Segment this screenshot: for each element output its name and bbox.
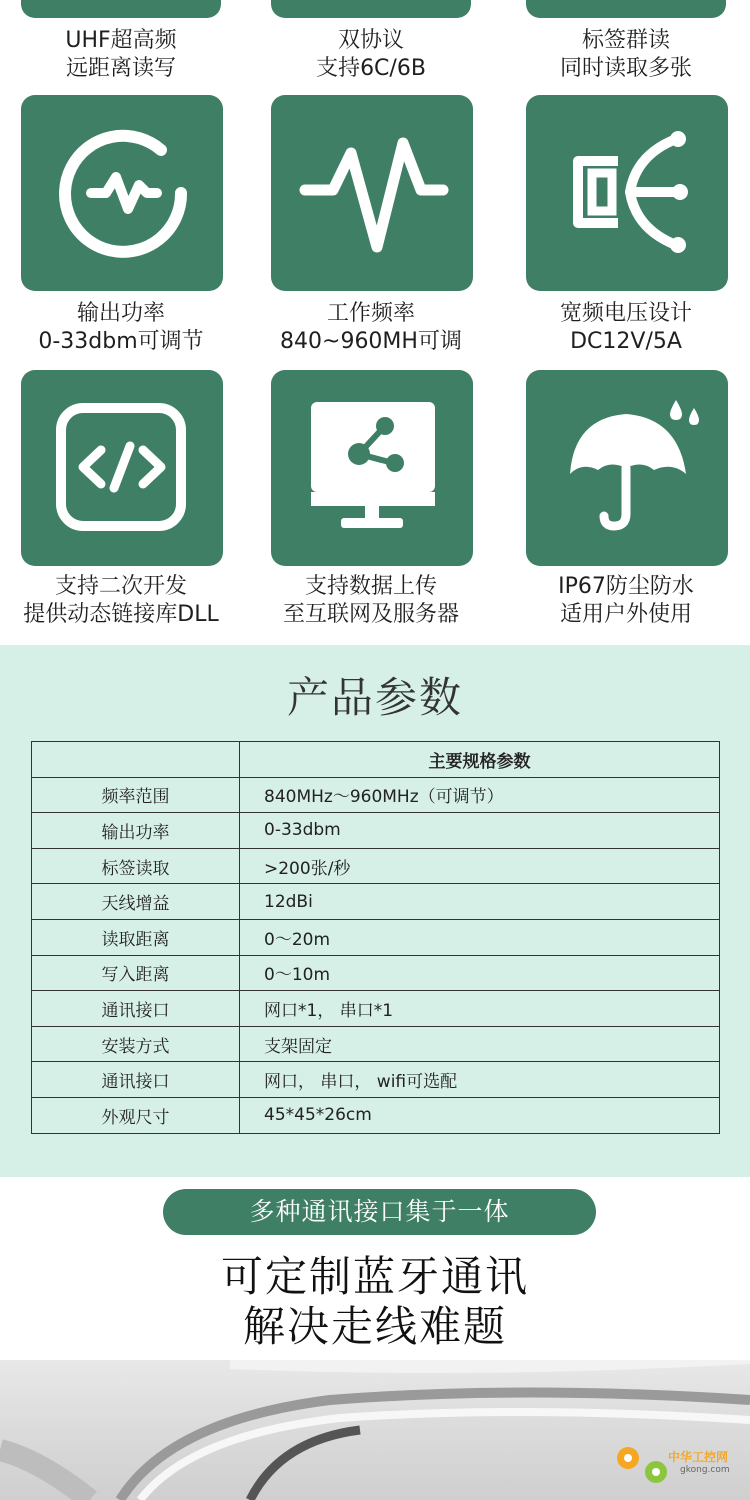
- monitor-share-icon: [271, 370, 473, 566]
- table-row: [32, 919, 720, 955]
- feature-caption-7: 支持二次开发 提供动态链接库DLL: [23, 574, 219, 627]
- umbrella-icon: [526, 370, 728, 566]
- table-row: [32, 813, 720, 849]
- feature-tile-power: [21, 95, 223, 291]
- feature-caption-9: IP67防尘防水 适用户外使用: [558, 574, 694, 627]
- table-row: [32, 848, 720, 884]
- spec-value: 0～20m: [240, 919, 720, 955]
- params-title: 产品参数: [286, 673, 463, 722]
- table-row: [32, 1062, 720, 1098]
- table-row: [32, 777, 720, 813]
- spec-key: 标签读取: [32, 848, 240, 884]
- pulse-circle-icon: [21, 95, 223, 291]
- feature-caption-1: UHF超高频 远距离读写: [65, 28, 177, 81]
- spec-value: 12dBi: [240, 884, 720, 920]
- feature-caption-6: 宽频电压设计 DC12V/5A: [559, 301, 692, 354]
- spec-header-row: [32, 742, 720, 778]
- feature-caption-2: 双协议 支持6C/6B: [316, 28, 426, 81]
- feature-caption-5: 工作频率 840~960MH可调: [280, 301, 462, 354]
- spec-value: 网口*1， 串口*1: [240, 991, 720, 1027]
- watermark-name: 中华工控网: [668, 1450, 729, 1464]
- spec-key: 安装方式: [32, 1026, 240, 1062]
- spec-key: 天线增益: [32, 884, 240, 920]
- spec-key: 写入距离: [32, 955, 240, 991]
- spec-value: 840MHz～960MHz（可调节）: [240, 777, 720, 813]
- feature-tile-waterproof: [526, 370, 728, 566]
- spec-value: 0～10m: [240, 955, 720, 991]
- spec-value: 0-33dbm: [240, 813, 720, 849]
- spec-key: 外观尺寸: [32, 1097, 240, 1133]
- spec-value: 45*45*26cm: [240, 1097, 720, 1133]
- table-row: [32, 1097, 720, 1133]
- feature-tile-upload: [271, 370, 473, 566]
- params-section: [0, 645, 750, 1177]
- feature-tile-frequency: [271, 95, 473, 291]
- spec-key: 读取距离: [32, 919, 240, 955]
- bluetooth-headline: [0, 1252, 750, 1352]
- table-row: [32, 884, 720, 920]
- spec-value: >200张/秒: [240, 848, 720, 884]
- watermark-site: gkong.com: [680, 1465, 730, 1475]
- spec-key: 输出功率: [32, 813, 240, 849]
- spec-value: 支架固定: [240, 1026, 720, 1062]
- feature-caption-3: 标签群读 同时读取多张: [559, 28, 692, 81]
- feature-tile-sdk: [21, 370, 223, 566]
- feature-caption-4: 输出功率 0-33dbm可调节: [38, 301, 204, 354]
- spec-header-blank: [32, 742, 240, 778]
- table-row: [32, 955, 720, 991]
- headline-line-1: 可定制蓝牙通讯: [220, 1252, 529, 1301]
- interface-pill-banner: 多种通讯接口集于一体: [163, 1189, 596, 1235]
- spec-key: 通讯接口: [32, 991, 240, 1027]
- network-branch-icon: [526, 95, 728, 291]
- spec-key: 通讯接口: [32, 1062, 240, 1098]
- spec-value: 网口， 串口， wifi可选配: [240, 1062, 720, 1098]
- feature-caption-8: 支持数据上传 至互联网及服务器: [282, 574, 459, 627]
- feature-tile-voltage: [526, 95, 728, 291]
- table-row: [32, 1026, 720, 1062]
- table-row: [32, 991, 720, 1027]
- waveform-icon: [271, 95, 473, 291]
- feature-tile-top-3: [526, 0, 726, 18]
- headline-line-2: 解决走线难题: [242, 1302, 507, 1351]
- spec-header-label: 主要规格参数: [240, 742, 720, 778]
- code-icon: [21, 370, 223, 566]
- feature-tile-top-2: [271, 0, 471, 18]
- feature-tile-top-1: [21, 0, 221, 18]
- spec-key: 频率范围: [32, 777, 240, 813]
- spec-table: [31, 741, 720, 1134]
